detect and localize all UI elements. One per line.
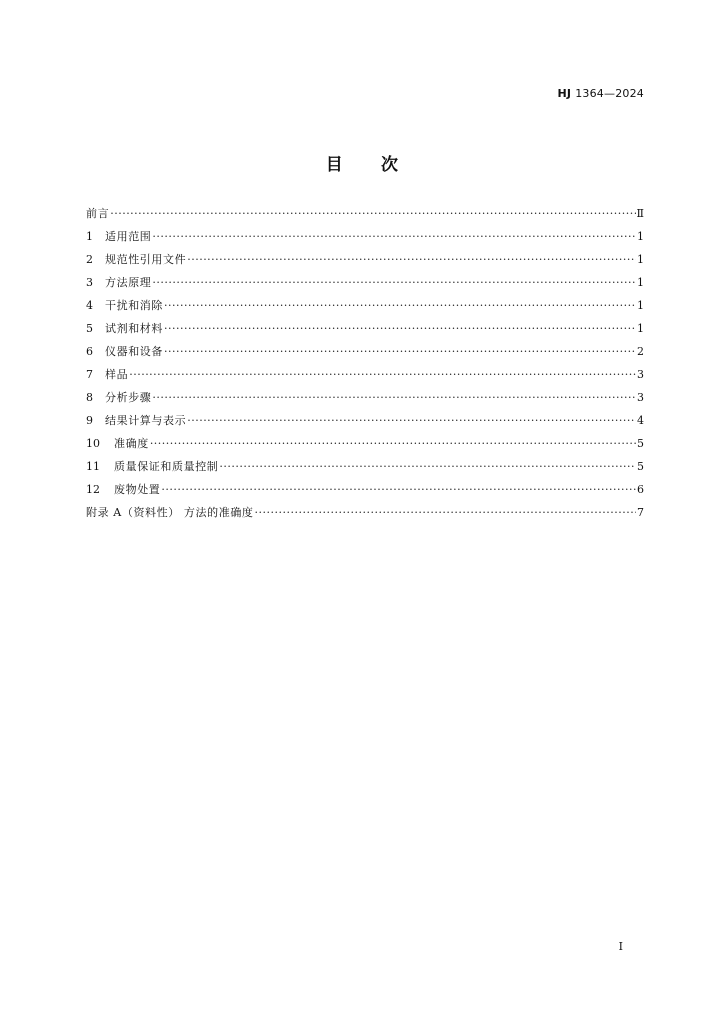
toc-leader-dots [152, 391, 636, 404]
toc-leader-dots [152, 276, 636, 289]
toc-title-char-1: 目 [325, 155, 343, 175]
toc-entry-number: 9 [86, 414, 93, 427]
toc-entry-label: 试剂和材料 [105, 322, 163, 335]
toc-entry-page: 5 [637, 460, 644, 473]
toc-entry-number: 3 [86, 276, 93, 289]
toc-entry-page: 1 [637, 299, 644, 312]
toc-leader-dots [161, 483, 636, 496]
toc-entry-label: 样品 [105, 368, 129, 381]
toc-leader-dots [187, 414, 636, 427]
standard-code-number: 1364—2024 [575, 87, 644, 100]
toc-entry-number: 1 [86, 230, 93, 243]
toc-entry-page: 3 [637, 391, 644, 404]
toc-entry-page: 3 [637, 368, 644, 381]
toc-entry-label: 废物处置 [114, 483, 161, 496]
toc-entry-label: 仪器和设备 [105, 345, 163, 358]
toc-entry-2[interactable] [86, 251, 644, 274]
toc-leader-dots [255, 506, 636, 519]
toc-entry-number: 12 [86, 483, 100, 496]
toc-entry-number: 4 [86, 299, 93, 312]
toc-leader-dots [150, 437, 636, 450]
toc-entry-5[interactable] [86, 320, 644, 343]
toc-entry-number: 2 [86, 253, 93, 266]
toc-leader-dots [129, 368, 636, 381]
toc-entry-label: 分析步骤 [105, 391, 152, 404]
toc-leader-dots [187, 253, 636, 266]
toc-entry-9[interactable] [86, 412, 644, 435]
toc-entry-page: 2 [637, 345, 644, 358]
toc-entry-page: 1 [637, 322, 644, 335]
toc-entry-page: 1 [637, 253, 644, 266]
toc-entry-page: Ⅱ [636, 207, 644, 220]
toc-title [0, 150, 724, 175]
toc-leader-dots [219, 460, 636, 473]
toc-entry-page: 6 [637, 483, 644, 496]
toc-entry-7[interactable] [86, 366, 644, 389]
toc-entry-number: 6 [86, 345, 93, 358]
toc-entry-label: 干扰和消除 [105, 299, 163, 312]
toc-entry-label: 前言 [86, 207, 110, 220]
toc-entry-number: 10 [86, 437, 100, 450]
toc-entry-11[interactable] [86, 458, 644, 481]
toc-entry-page: 1 [637, 276, 644, 289]
toc-entry-12[interactable] [86, 481, 644, 504]
standard-code [558, 87, 645, 100]
toc-leader-dots [164, 299, 636, 312]
page-number: I [618, 940, 623, 953]
toc-entry-page: 5 [637, 437, 644, 450]
toc-entry-page: 1 [637, 230, 644, 243]
toc-entry-appendix-a[interactable] [86, 504, 644, 527]
toc-entry-page: 4 [637, 414, 644, 427]
toc-leader-dots [152, 230, 636, 243]
toc-entry-6[interactable] [86, 343, 644, 366]
table-of-contents [86, 205, 644, 527]
toc-title-char-2: 次 [381, 155, 399, 175]
toc-leader-dots [110, 207, 635, 220]
toc-leader-dots [164, 345, 636, 358]
toc-entry-preface[interactable] [86, 205, 644, 228]
toc-entry-label: 方法原理 [105, 276, 152, 289]
toc-entry-number: 11 [86, 460, 100, 473]
toc-entry-number: 8 [86, 391, 93, 404]
toc-entry-3[interactable] [86, 274, 644, 297]
toc-entry-1[interactable] [86, 228, 644, 251]
toc-entry-number: 5 [86, 322, 93, 335]
toc-entry-10[interactable] [86, 435, 644, 458]
toc-entry-label: 附录 A（资料性） 方法的准确度 [86, 506, 254, 519]
toc-entry-4[interactable] [86, 297, 644, 320]
toc-entry-label: 结果计算与表示 [105, 414, 187, 427]
toc-entry-page: 7 [637, 506, 644, 519]
toc-entry-number: 7 [86, 368, 93, 381]
toc-entry-label: 规范性引用文件 [105, 253, 187, 266]
toc-entry-label: 适用范围 [105, 230, 152, 243]
toc-leader-dots [164, 322, 636, 335]
standard-code-prefix: HJ [557, 87, 572, 100]
toc-entry-label: 准确度 [114, 437, 149, 450]
toc-entry-8[interactable] [86, 389, 644, 412]
toc-entry-label: 质量保证和质量控制 [114, 460, 219, 473]
